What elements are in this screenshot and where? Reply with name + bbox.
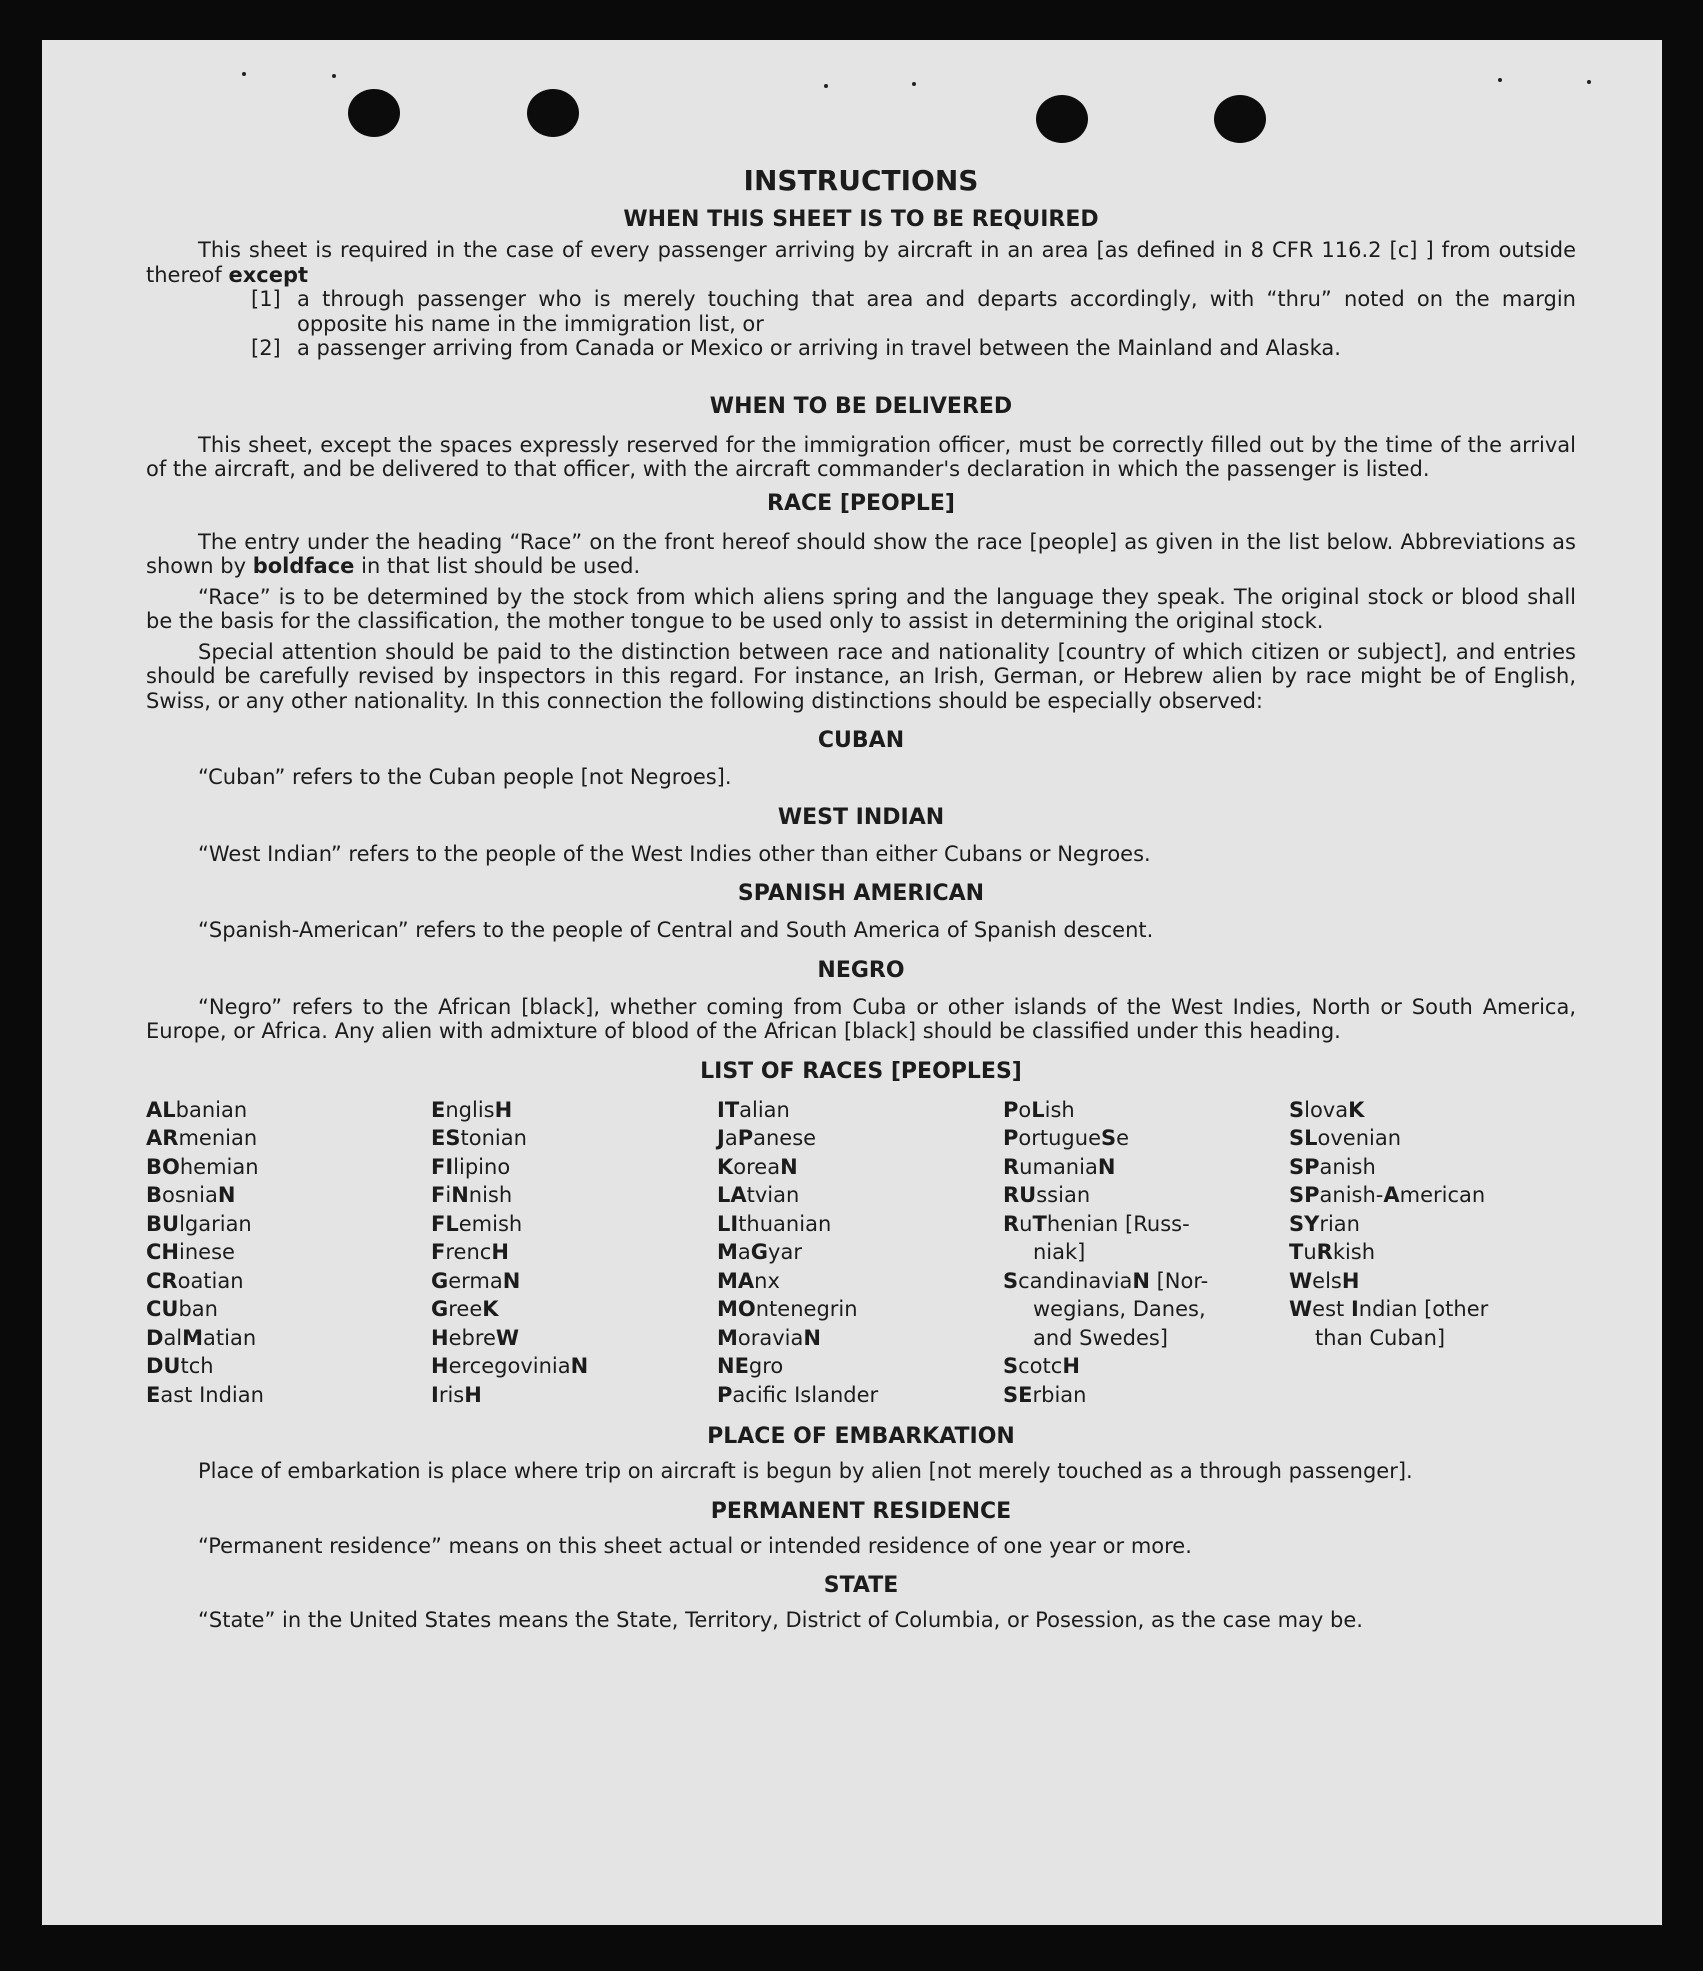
speck [1498,78,1502,82]
race-entry: HebreW [431,1325,520,1350]
race-entry: than Cuban] [1315,1325,1446,1350]
race-entry: IrisH [431,1382,482,1407]
race-entry: West Indian [other [1289,1297,1489,1321]
race-entry: CHinese [146,1240,235,1264]
race-entry: CRoatian [146,1268,244,1293]
speck [332,74,336,78]
state-text: “State” in the United States means the State, Territory, District of Columbia, or Posession, as the case may be. [198,1608,1363,1632]
race-entry: SLovenian [1289,1126,1402,1150]
negro-text: “Negro” refers to the African [black], whether coming from Cuba or other islands of the West Indies, North or South America, Europe, or Africa. Any alien with admixture of blood of the African [black] should be classified under this heading. [146,994,1576,1043]
instructions-content [146,164,1576,1633]
speck [912,82,916,86]
heading-state: STATE [823,1573,899,1598]
race-entry: MoraviaN [717,1325,821,1350]
race-entry: ARmenian [146,1126,258,1150]
exception-item: [1] a through passenger who is merely touching that area and departs accordingly, with “thru” noted on the margin opposite his name in the immigration list, or [251,287,1576,336]
race-entry: East Indian [146,1382,264,1407]
embarkation-text: Place of embarkation is place where trip on aircraft is begun by alien [not merely touched as a through passenger]. [198,1459,1413,1483]
race-entry: ScandinaviaN [Nor- [1003,1268,1209,1293]
race-entry: SPanish [1289,1154,1376,1179]
punch-hole [1036,95,1088,143]
west-indian-text: “West Indian” refers to the people of the West Indies other than either Cubans or Negroes. [198,841,1151,866]
races-list [146,1096,1576,1410]
race-entry: BOhemian [146,1154,259,1179]
race-entry: LAtvian [717,1183,800,1207]
race-paragraph: Special attention should be paid to the distinction between race and nationality [country of which citizen or subject], and entries should be carefully revised by inspectors in this regard. For instance, an Irish, German, or Hebrew alien by race might be of English, Swiss, or any other nationality. In this connection the following distinctions should be especially observed: [146,639,1576,713]
speck [242,72,246,76]
speck [1587,80,1591,84]
race-entry: ALbanian [146,1097,248,1122]
heading-embarkation: PLACE OF EMBARKATION [707,1424,1015,1449]
race-entry: SYrian [1289,1211,1360,1236]
race-paragraph: “Race” is to be determined by the stock from which aliens spring and the language they speak. The original stock or blood shall be the basis for the classification, the mother tongue to be used only to assist in determining the original stock. [146,584,1576,633]
punch-hole [348,89,400,137]
race-entry: FLemish [431,1211,523,1236]
race-entry: and Swedes] [1033,1325,1168,1350]
race-entry: RuThenian [Russ- [1003,1211,1190,1236]
race-entry: niak] [1033,1240,1086,1264]
race-entry: FIlipino [431,1154,511,1179]
heading-list-of-races: LIST OF RACES [PEOPLES] [700,1058,1022,1084]
race-entry: HercegoviniaN [431,1354,589,1378]
race-entry: SErbian [1003,1382,1087,1407]
heading-residence: PERMANENT RESIDENCE [710,1498,1012,1524]
race-entry: RUssian [1003,1183,1091,1207]
race-entry: SPanish-American [1289,1183,1486,1207]
race-entry: RumaniaN [1003,1154,1116,1179]
race-entry: NEgro [717,1354,784,1378]
race-entry: PortugueSe [1003,1126,1130,1150]
heading-west-indian: WEST INDIAN [777,804,945,830]
race-entry: MOntenegrin [717,1297,858,1321]
page-title: INSTRUCTIONS [743,164,979,197]
race-entry: WelsH [1289,1268,1360,1293]
residence-text: “Permanent residence” means on this sheet actual or intended residence of one year or more. [198,1533,1192,1558]
races-column [1289,1096,1576,1410]
race-entry: Pacific Islander [717,1382,879,1407]
race-paragraph: The entry under the heading “Race” on the front hereof should show the race [people] as given in the list below. Abbreviations as shown by boldface in that list should be used. [146,529,1576,578]
races-column [1003,1096,1289,1410]
speck [824,84,828,88]
race-entry: ITalian [717,1097,790,1122]
delivered-text: This sheet, except the spaces expressly reserved for the immigration officer, must be correctly filled out by the time of the arrival of the aircraft, and be delivered to that officer, with the aircraft commander's declaration in which the passenger is listed. [146,432,1576,481]
race-entry: FrencH [431,1240,509,1264]
races-column [431,1096,717,1410]
race-entry: DalMatian [146,1325,257,1350]
document-sheet [42,40,1662,1925]
race-entry: BUlgarian [146,1211,252,1236]
race-entry: TuRkish [1289,1240,1376,1264]
race-entry: EStonian [431,1126,527,1150]
race-entry: MAnx [717,1268,780,1293]
heading-spanish-american: SPANISH AMERICAN [737,881,985,906]
race-entry: GreeK [431,1297,499,1321]
punch-hole [1214,95,1266,143]
race-entry: ScotcH [1003,1354,1080,1378]
race-entry: BosniaN [146,1183,236,1207]
race-entry: LIthuanian [717,1211,832,1236]
heading-delivered: WHEN TO BE DELIVERED [709,393,1013,419]
race-entry: EnglisH [431,1097,513,1122]
race-entry: PoLish [1003,1097,1075,1122]
race-entry: KoreaN [717,1154,798,1179]
race-entry: CUban [146,1297,218,1321]
race-entry: GermaN [431,1268,521,1293]
heading-cuban: CUBAN [817,728,905,753]
required-intro: This sheet is required in the case of every passenger arriving by aircraft in an area [as defined in 8 CFR 116.2 [c] ] from outside thereof except [146,238,1576,287]
races-column [717,1096,1003,1410]
race-entry: FiNnish [431,1183,513,1207]
heading-race: RACE [PEOPLE] [767,490,955,516]
cuban-text: “Cuban” refers to the Cuban people [not Negroes]. [198,765,732,789]
race-entry: wegians, Danes, [1033,1297,1206,1321]
race-entry: SlovaK [1289,1097,1365,1122]
punch-hole [527,89,579,137]
exception-item: [2] a passenger arriving from Canada or Mexico or arriving in travel between the Mainland and Alaska. [251,336,1341,360]
spanish-american-text: “Spanish-American” refers to the people of Central and South America of Spanish descent. [198,918,1154,942]
races-column [146,1096,431,1410]
heading-required: WHEN THIS SHEET IS TO BE REQUIRED [623,207,1099,232]
race-entry: JaPanese [717,1126,817,1150]
race-entry: DUtch [146,1354,214,1378]
heading-negro: NEGRO [817,957,905,983]
race-entry: MaGyar [717,1240,802,1264]
